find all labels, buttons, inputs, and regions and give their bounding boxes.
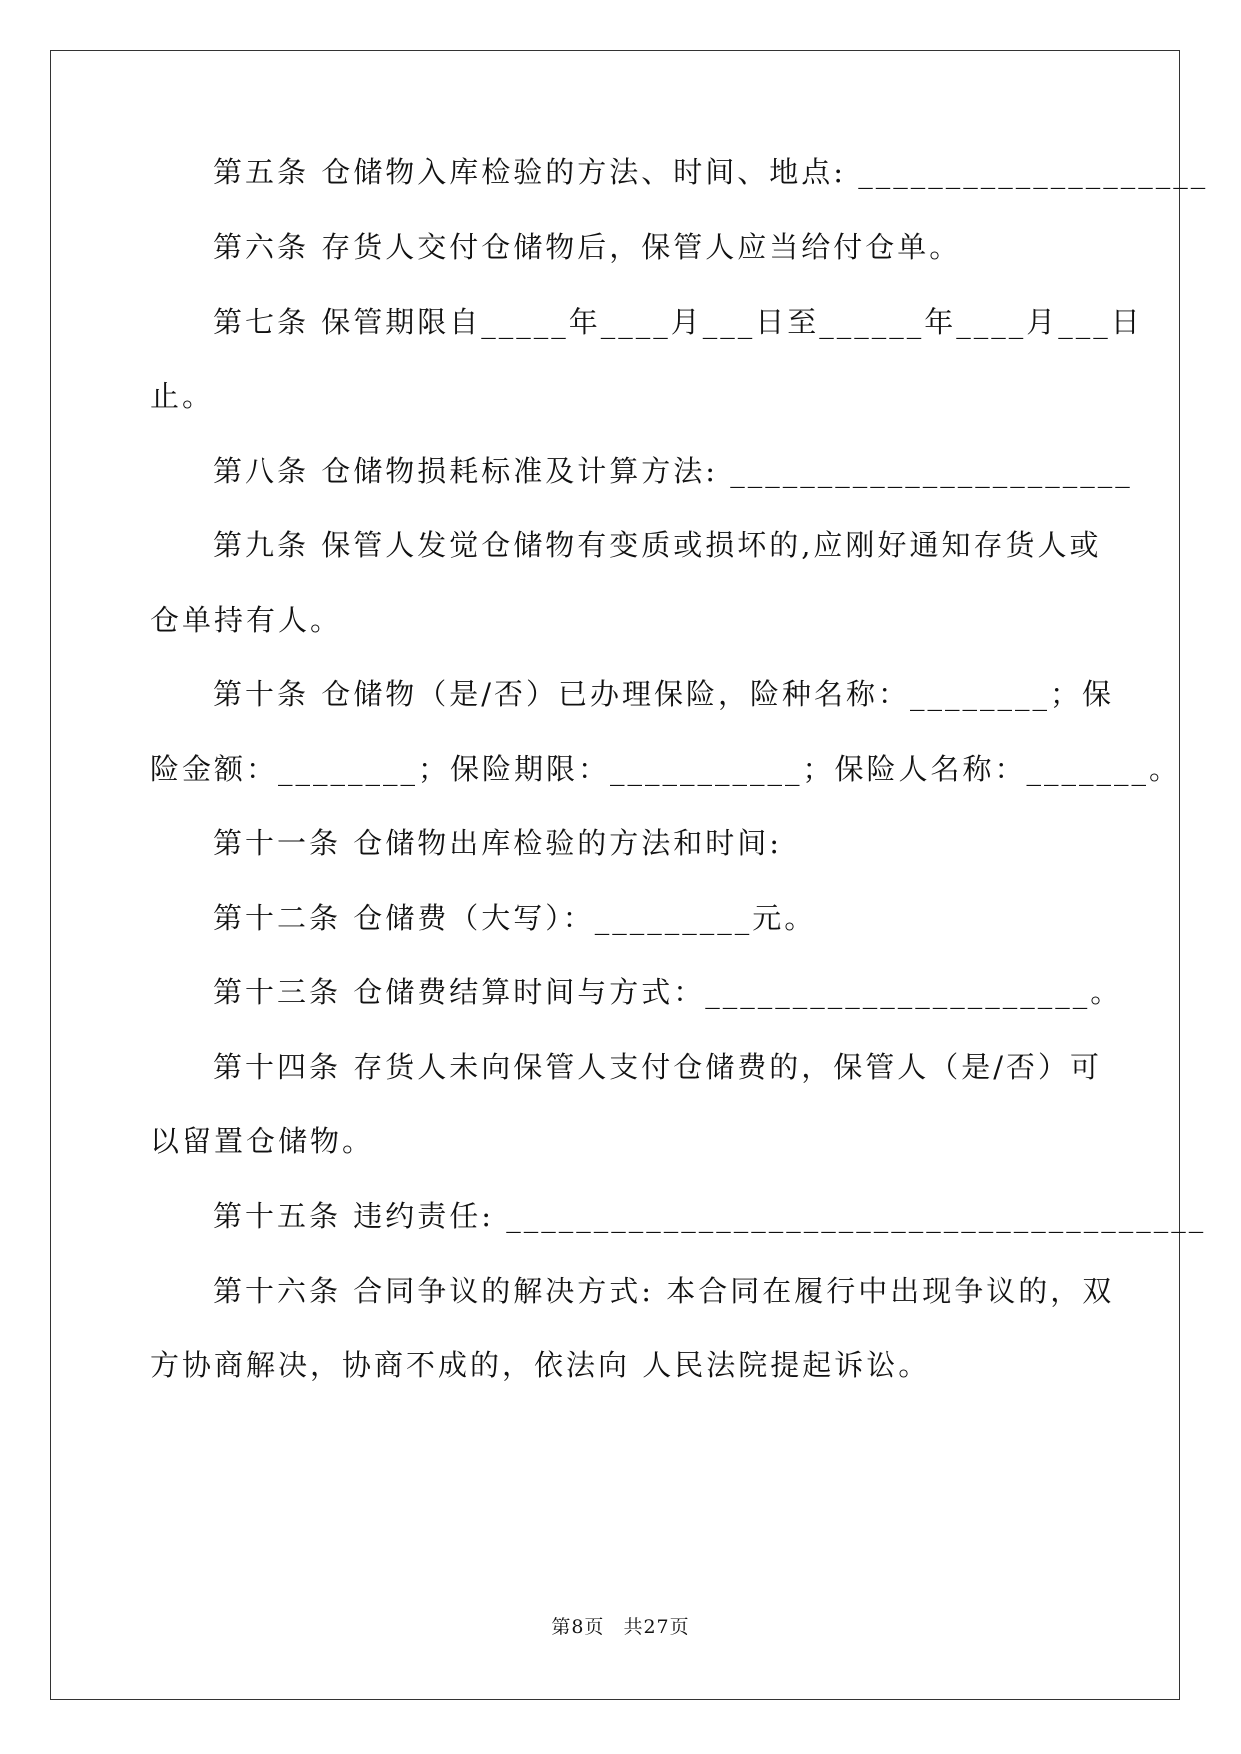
article-11: 第十一条 仓储物出库检验的方法和时间: bbox=[213, 826, 782, 860]
article-9-line-1: 第九条 保管人发觉仓储物有变质或损坏的,应刚好通知存货人或 bbox=[213, 528, 1102, 562]
article-7-line-1: 第七条 保管期限自_____年____月___日至______年____月___日 bbox=[213, 305, 1143, 339]
article-10-line-1: 第十条 仓储物（是/否）已办理保险，险种名称：________；保 bbox=[213, 677, 1114, 711]
article-7-line-2: 止。 bbox=[150, 379, 215, 413]
article-14-line-1: 第十四条 存货人未向保管人支付仓储费的，保管人（是/否）可 bbox=[213, 1050, 1102, 1084]
article-8: 第八条 仓储物损耗标准及计算方法: _______________________ bbox=[213, 454, 1133, 488]
article-5: 第五条 仓储物入库检验的方法、时间、地点: ____________________ bbox=[213, 155, 1209, 189]
article-6: 第六条 存货人交付仓储物后，保管人应当给付仓单。 bbox=[213, 230, 962, 264]
article-15: 第十五条 违约责任: ________________________________________ bbox=[213, 1199, 1207, 1233]
article-9-line-2: 仓单持有人。 bbox=[150, 603, 343, 637]
article-12: 第十二条 仓储费（大写）：_________元。 bbox=[213, 901, 817, 935]
article-13: 第十三条 仓储费结算时间与方式：______________________。 bbox=[213, 975, 1123, 1009]
page-border bbox=[50, 50, 1209, 1700]
page-number-current: 第8页 bbox=[551, 1616, 605, 1638]
article-16-line-1: 第十六条 合同争议的解决方式: 本合同在履行中出现争议的，双 bbox=[213, 1274, 1115, 1308]
page-number-total: 共27页 bbox=[623, 1616, 690, 1638]
page-footer bbox=[0, 1612, 1241, 1639]
article-14-line-2: 以留置仓储物。 bbox=[150, 1124, 375, 1158]
article-10-line-2: 险金额：________；保险期限：___________；保险人名称：_______。 bbox=[150, 752, 1182, 786]
article-16-line-2: 方协商解决，协商不成的，依法向 人民法院提起诉讼。 bbox=[150, 1348, 931, 1382]
